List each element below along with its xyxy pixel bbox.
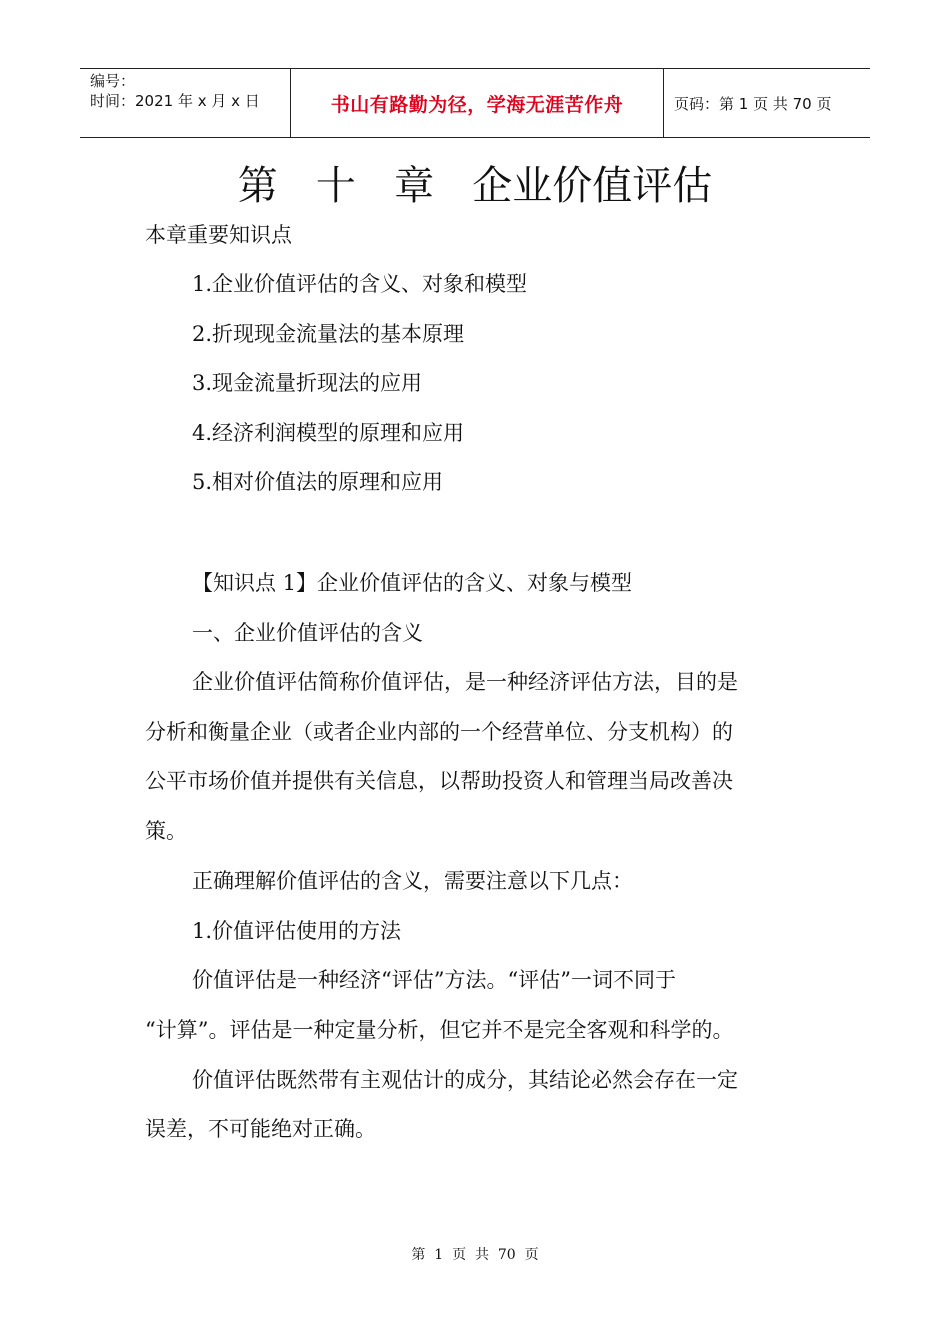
point-heading: 1.价值评估使用的方法	[192, 919, 402, 943]
header-page-info: 页码：第 1 页 共 70 页	[674, 94, 832, 113]
paragraph-line: 误差，不可能绝对正确。	[145, 1117, 376, 1141]
page-header	[80, 68, 870, 138]
number-label: 编号：	[90, 72, 136, 90]
key-point-item: 3.现金流量折现法的应用	[192, 371, 423, 395]
paragraph-line: 价值评估既然带有主观估计的成分，其结论必然会存在一定	[192, 1068, 738, 1092]
paragraph-line: “计算”。评估是一种定量分析，但它并不是完全客观和科学的。	[145, 1018, 734, 1042]
paragraph-line: 企业价值评估简称价值评估，是一种经济评估方法，目的是	[192, 670, 738, 694]
key-point-item: 2.折现现金流量法的基本原理	[192, 322, 465, 346]
key-point-item: 5.相对价值法的原理和应用	[192, 470, 444, 494]
paragraph-line: 分析和衡量企业（或者企业内部的一个经营单位、分支机构）的	[145, 720, 733, 744]
time-label: 时间：2021 年 x 月 x 日	[90, 92, 260, 110]
paragraph-line: 策。	[145, 819, 187, 843]
key-points-heading: 本章重要知识点	[145, 223, 292, 247]
key-point-item: 4.经济利润模型的原理和应用	[192, 421, 465, 445]
section-heading: 【知识点 1】企业价值评估的含义、对象与模型	[192, 571, 633, 595]
paragraph-line: 价值评估是一种经济“评估”方法。“评估”一词不同于	[192, 968, 676, 992]
paragraph-line: 正确理解价值评估的含义，需要注意以下几点：	[192, 869, 633, 893]
chapter-title: 第 十 章 企业价值评估	[237, 163, 713, 209]
sub-heading: 一、企业价值评估的含义	[192, 621, 423, 645]
key-point-item: 1.企业价值评估的含义、对象和模型	[192, 272, 528, 296]
header-motto: 书山有路勤为径，学海无涯苦作舟	[291, 69, 664, 137]
header-meta	[80, 69, 291, 137]
paragraph-line: 公平市场价值并提供有关信息，以帮助投资人和管理当局改善决	[145, 769, 733, 793]
page-footer: 第 1 页 共 70 页	[411, 1247, 539, 1263]
